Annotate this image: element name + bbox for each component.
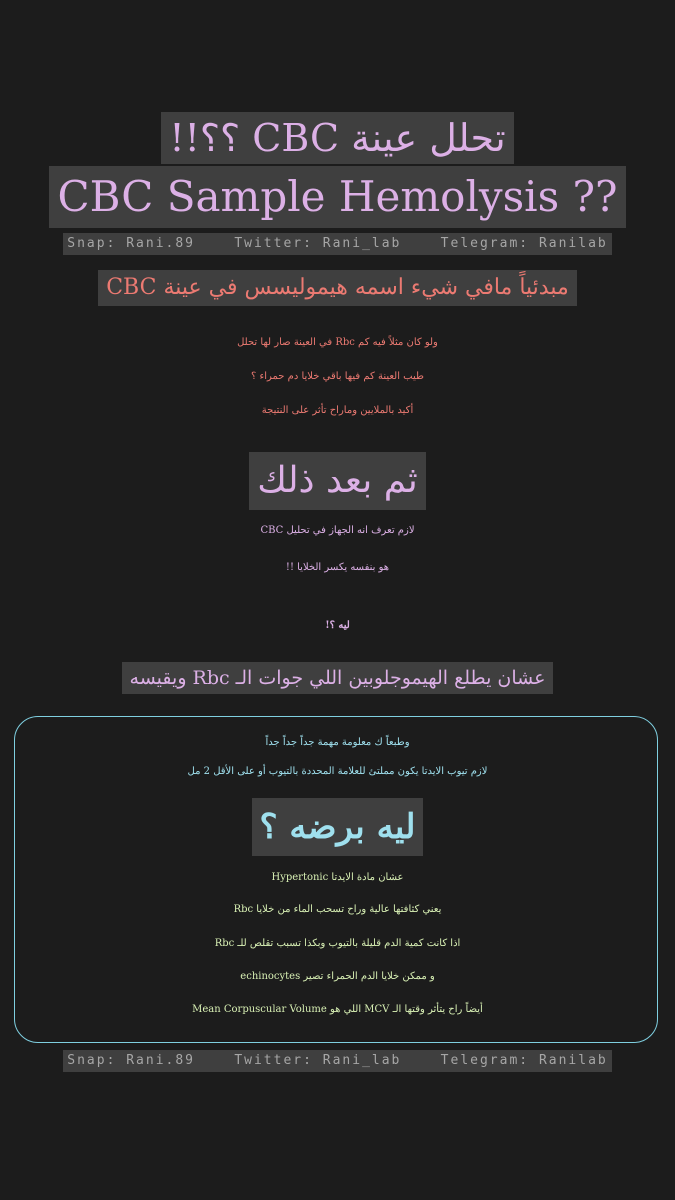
- section3-line-1: عشان مادة الايدتا Hypertonic: [271, 872, 404, 883]
- section2-question: ليه ؟!: [325, 620, 350, 631]
- section3-line-5: أيضاً راح يتأثر وقتها الـ MCV اللي هو Mean Corpuscular Volume: [192, 1004, 483, 1015]
- section3-line-3: اذا كانت كمية الدم قليلة بالتيوب وبكذا تسبب تقلص للـ Rbc: [214, 938, 461, 949]
- section1-line-1: ولو كان مثلاً فيه كم Rbc في العينة صار لها تحلل: [237, 337, 438, 348]
- section2-line-1: لازم تعرف انه الجهاز في تحليل CBC: [260, 525, 415, 536]
- section3-line-4: و ممكن خلايا الدم الحمراء تصير echinocytes: [240, 971, 435, 982]
- section2-answer-text: عشان يطلع الهيموجلوبين اللي جوات الـ Rbc ويقيسه: [122, 662, 554, 694]
- section3-question-text: ليه برضه ؟: [252, 798, 424, 856]
- credits-top-text: Snap: Rani.89 Twitter: Rani_lab Telegram: Ranilab: [63, 233, 611, 255]
- credits-bottom: [0, 1050, 675, 1072]
- title-english: [0, 166, 675, 228]
- title-english-text: CBC Sample Hemolysis ??: [49, 166, 625, 228]
- section3-intro-2: لازم تيوب الايدتا يكون مملتئ للعلامة المحددة بالتيوب أو على الأقل 2 مل: [187, 766, 488, 777]
- section3-intro-1: وطبعاً ك معلومة مهمة جداً جداً جداً: [265, 737, 410, 748]
- title-arabic: [0, 112, 675, 164]
- section3-question: [0, 798, 675, 856]
- title-arabic-text: تحلل عينة CBC ؟؟!!: [161, 112, 513, 164]
- section1-line-3: أكيد بالملايين وماراح تأثر على النتيجة: [261, 405, 414, 416]
- section2-heading-text: ثم بعد ذلك: [249, 452, 426, 510]
- section2-answer: [0, 662, 675, 694]
- section1-line-2: طيب العينة كم فيها باقي خلايا دم حمراء ؟: [251, 371, 424, 382]
- section1-heading: [0, 270, 675, 306]
- section1-heading-text: مبدئياً مافي شيء اسمه هيموليسس في عينة CBC: [98, 270, 577, 306]
- section3-line-2: يعني كثافتها عالية وراح تسحب الماء من خلايا Rbc: [233, 904, 442, 915]
- credits-top: [0, 233, 675, 255]
- credits-bottom-text: Snap: Rani.89 Twitter: Rani_lab Telegram: Ranilab: [63, 1050, 611, 1072]
- section2-heading: [0, 452, 675, 510]
- section2-line-2: هو بنفسه يكسر الخلايا !!: [285, 562, 390, 573]
